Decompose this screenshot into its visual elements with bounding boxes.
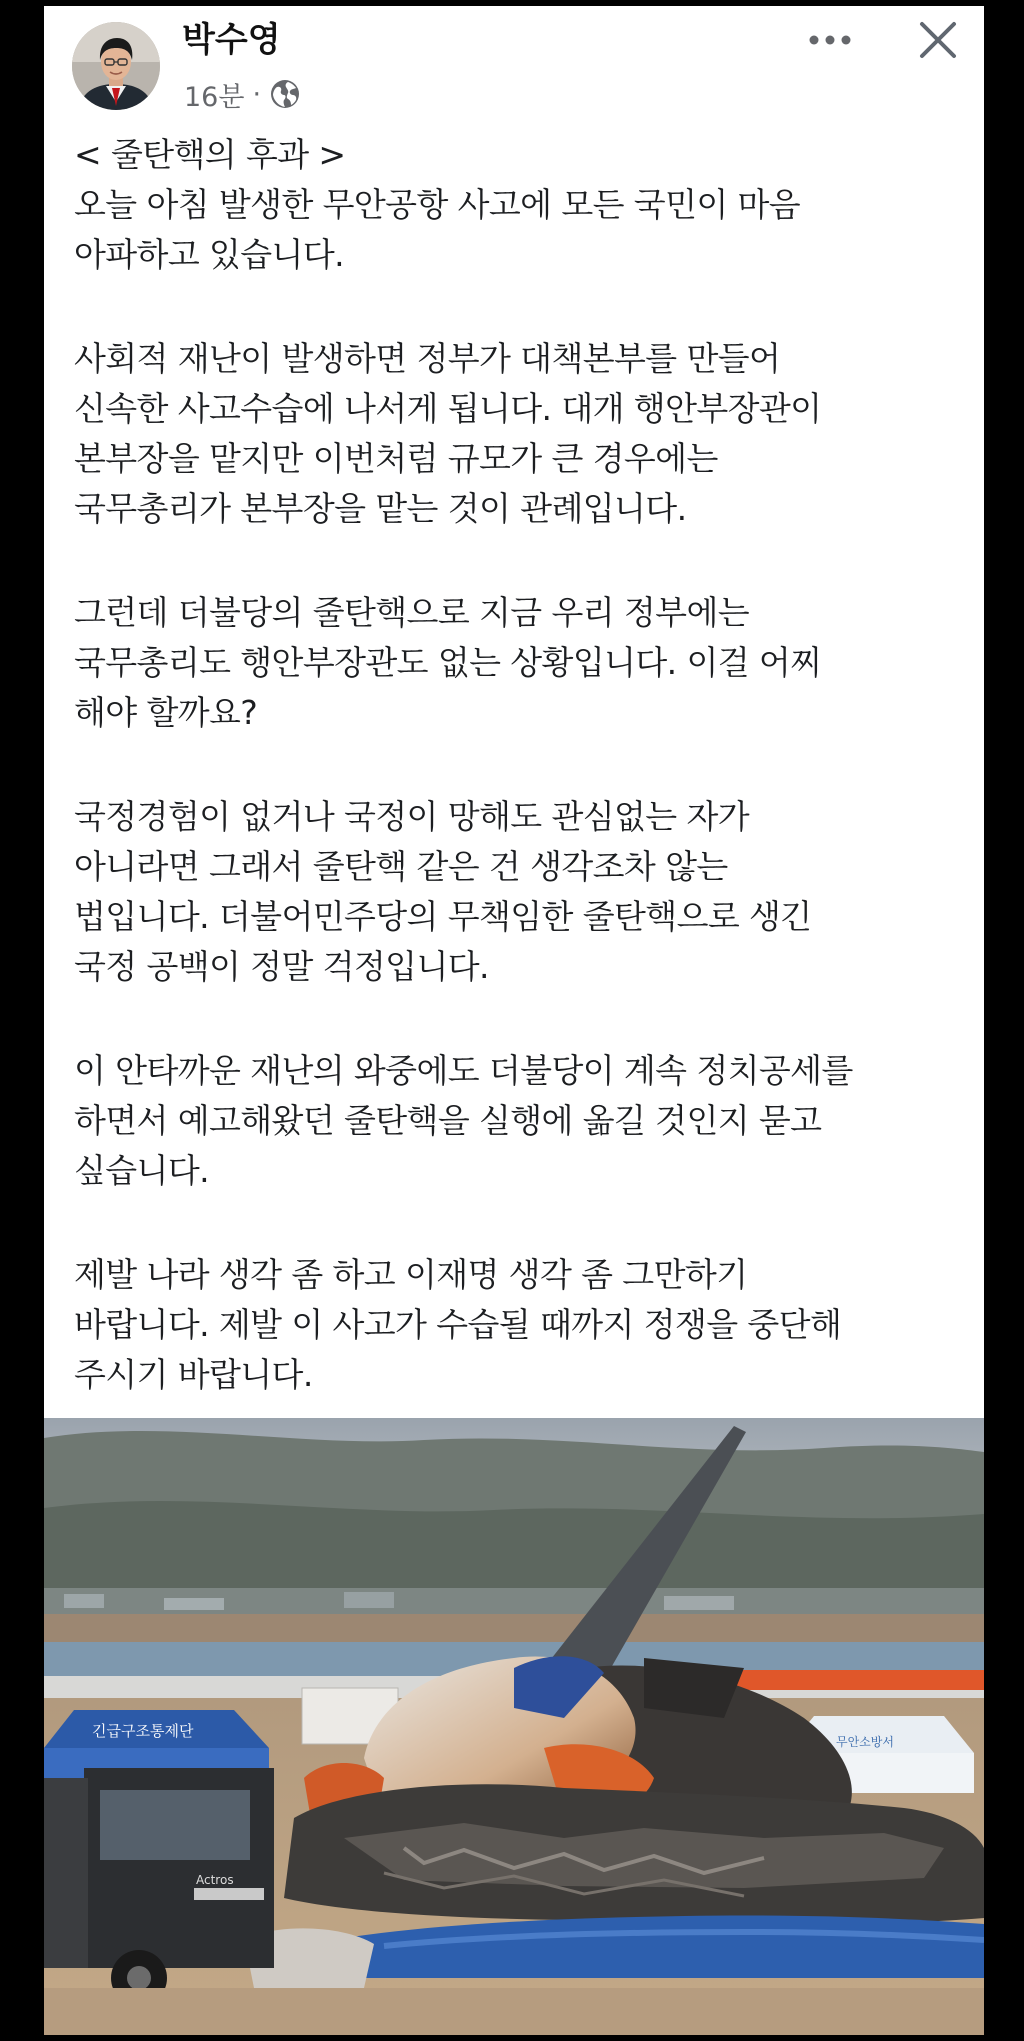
post-line: 아파하고 있습니다.	[74, 235, 345, 274]
post-viewer	[44, 6, 984, 2035]
post-line: 그런데 더불당의 줄탄핵으로 지금 우리 정부에는	[74, 593, 750, 632]
post-line: 제발 나라 생각 좀 하고 이재명 생각 좀 그만하기	[74, 1255, 748, 1294]
author-avatar[interactable]	[72, 22, 160, 110]
post-line: 해야 할까요?	[74, 693, 258, 732]
post-line: 이 안타까운 재난의 와중에도 더불당이 계속 정치공세를	[74, 1051, 853, 1090]
tent-right-sign: 무안소방서	[836, 1735, 894, 1749]
post-line: 아니라면 그래서 줄탄핵 같은 건 생각조차 않는	[74, 847, 728, 886]
post-line: 법입니다. 더불어민주당의 무책임한 줄탄핵으로 생긴	[74, 897, 812, 936]
post-line: 본부장을 맡지만 이번처럼 규모가 큰 경우에는	[74, 439, 718, 478]
post-line: 오늘 아침 발생한 무안공항 사고에 모든 국민이 마음	[74, 185, 801, 224]
post-line: 국정 공백이 정말 걱정입니다.	[74, 947, 489, 986]
post-line: 주시기 바랍니다.	[74, 1355, 313, 1394]
author-name[interactable]: 박수영	[182, 20, 281, 60]
post-time[interactable]: 16분	[184, 81, 245, 113]
post-line: 하면서 예고해왔던 줄탄핵을 실행에 옮길 것인지 묻고	[74, 1101, 822, 1140]
post-photo[interactable]	[44, 1418, 984, 2035]
paragraph-gap	[74, 1196, 974, 1250]
close-icon	[918, 20, 958, 60]
paragraph-gap	[74, 280, 974, 334]
profile-photo	[72, 22, 160, 110]
close-button[interactable]	[912, 14, 964, 66]
crash-site-photo	[44, 1418, 984, 2035]
post-line: 싶습니다.	[74, 1151, 210, 1190]
meta-separator: ·	[252, 78, 262, 110]
more-options-button[interactable]	[798, 18, 862, 62]
globe-icon[interactable]	[269, 78, 301, 110]
post-line: 국무총리가 본부장을 맡는 것이 관례입니다.	[74, 489, 687, 528]
post-line: 국정경험이 없거나 국정이 망해도 관심없는 자가	[74, 797, 750, 836]
post-line: 사회적 재난이 발생하면 정부가 대책본부를 만들어	[74, 339, 781, 378]
post-text	[74, 130, 974, 1400]
paragraph-gap	[74, 738, 974, 792]
paragraph-gap	[74, 992, 974, 1046]
more-horizontal-icon	[808, 34, 852, 46]
post-title: < 줄탄핵의 후과 >	[74, 135, 346, 174]
tent-left-sign: 긴급구조통제단	[92, 1722, 194, 1740]
post-line: 바랍니다. 제발 이 사고가 수습될 때까지 정쟁을 중단해	[74, 1305, 842, 1344]
paragraph-gap	[74, 534, 974, 588]
truck-badge: Actros	[196, 1873, 234, 1887]
post-line: 국무총리도 행안부장관도 없는 상황입니다. 이걸 어찌	[74, 643, 822, 682]
post-meta	[184, 74, 301, 114]
post-line: 신속한 사고수습에 나서게 됩니다. 대개 행안부장관이	[74, 389, 822, 428]
